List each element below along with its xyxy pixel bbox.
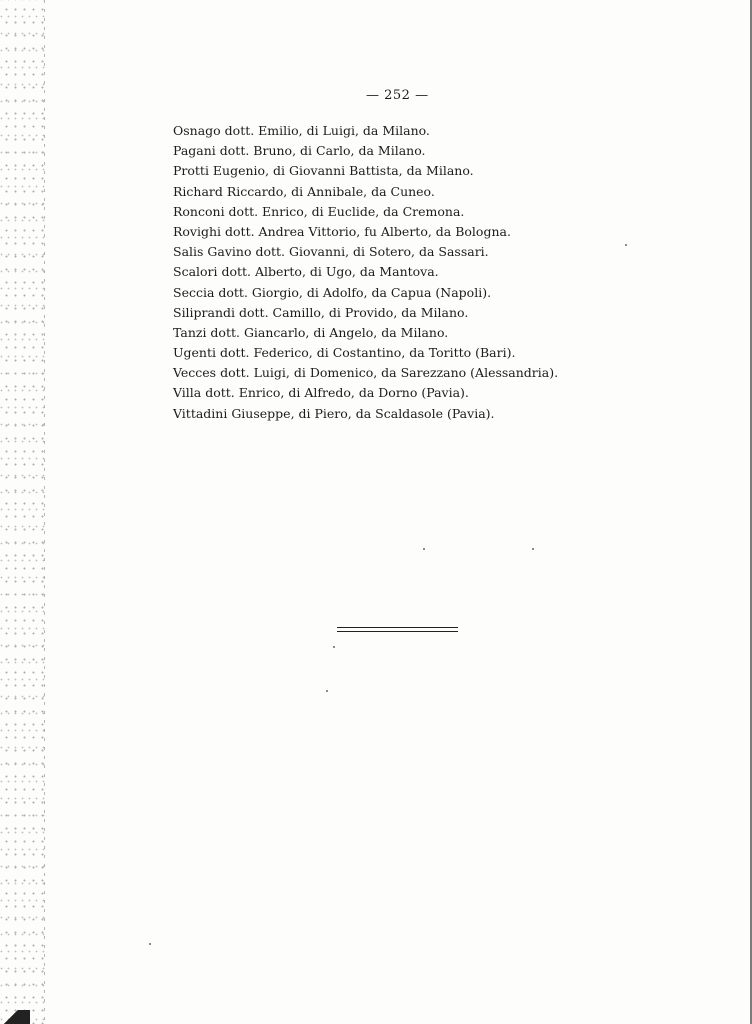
double-rule-divider — [337, 627, 458, 632]
list-item: Vittadini Giuseppe, di Piero, da Scaldasole (Pavia). — [173, 405, 495, 421]
list-item: Pagani dott. Bruno, di Carlo, da Milano. — [173, 143, 426, 159]
list-item: Seccia dott. Giorgio, di Adolfo, da Capua (Napoli). — [173, 284, 492, 300]
list-item: Vecces dott. Luigi, di Domenico, da Sarezzano (Alessandria). — [173, 365, 559, 381]
list-item: Tanzi dott. Giancarlo, di Angelo, da Milano. — [173, 324, 449, 340]
list-item: Protti Eugenio, di Giovanni Battista, da Milano. — [173, 163, 474, 179]
list-item: Scalori dott. Alberto, di Ugo, da Mantova. — [173, 264, 439, 280]
binding-edge — [0, 0, 48, 1024]
list-item: Salis Gavino dott. Giovanni, di Sotero, da Sassari. — [173, 244, 489, 260]
list-item: Richard Riccardo, di Annibale, da Cuneo. — [173, 183, 435, 199]
page-number: — 252 — — [366, 88, 429, 103]
list-item: Villa dott. Enrico, di Alfredo, da Dorno (Pavia). — [173, 385, 469, 401]
scan-speck — [326, 690, 328, 692]
list-item: Ugenti dott. Federico, di Costantino, da Toritto (Bari). — [173, 345, 516, 361]
corner-mark — [0, 1010, 30, 1024]
list-item: Ronconi dott. Enrico, di Euclide, da Cremona. — [173, 203, 465, 219]
scan-speck — [532, 548, 534, 550]
scan-speck — [333, 646, 335, 648]
list-item: Siliprandi dott. Camillo, di Provido, da Milano. — [173, 304, 469, 320]
binding-line — [44, 0, 45, 1024]
scan-speck — [625, 244, 627, 246]
scan-speck — [423, 548, 425, 550]
list-item: Rovighi dott. Andrea Vittorio, fu Alberto, da Bologna. — [173, 223, 511, 239]
scan-speck — [149, 943, 151, 945]
list-item: Osnago dott. Emilio, di Luigi, da Milano. — [173, 123, 430, 138]
name-list — [173, 121, 558, 424]
